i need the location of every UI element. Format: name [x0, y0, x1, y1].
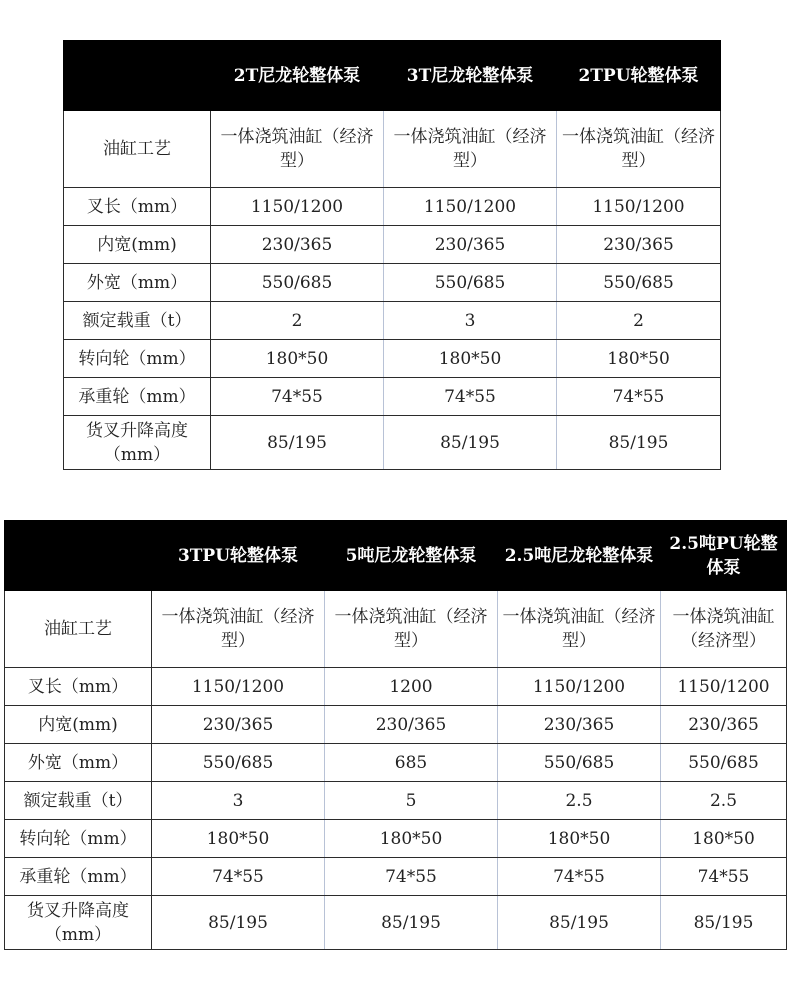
table-cell: 685	[325, 744, 498, 782]
row-label: 内宽(mm)	[5, 706, 152, 744]
table-cell: 2	[211, 302, 384, 340]
table-row	[5, 591, 787, 668]
table-cell: 85/195	[384, 416, 557, 470]
header-row	[64, 41, 721, 111]
row-label: 货叉升降高度（mm）	[5, 896, 152, 950]
table-cell: 一体浇筑油缸（经济型）	[325, 591, 498, 668]
table-row	[64, 416, 721, 470]
table-cell: 5	[325, 782, 498, 820]
row-label: 外宽（mm）	[5, 744, 152, 782]
table-row	[64, 302, 721, 340]
table-cell: 230/365	[211, 226, 384, 264]
header-cell: 2T尼龙轮整体泵	[211, 41, 384, 111]
table-cell: 74*55	[498, 858, 661, 896]
table-row	[5, 858, 787, 896]
table-cell: 1200	[325, 668, 498, 706]
row-label: 额定载重（t）	[5, 782, 152, 820]
table-row	[64, 378, 721, 416]
table-cell: 74*55	[152, 858, 325, 896]
table-cell: 1150/1200	[152, 668, 325, 706]
header-row	[5, 521, 787, 591]
row-label: 外宽（mm）	[64, 264, 211, 302]
table-cell: 85/195	[325, 896, 498, 950]
table-cell: 85/195	[152, 896, 325, 950]
table-cell: 一体浇筑油缸（经济型）	[557, 111, 721, 188]
header-cell	[64, 41, 211, 111]
table-cell: 230/365	[661, 706, 787, 744]
table-cell: 2.5	[498, 782, 661, 820]
table-cell: 180*50	[498, 820, 661, 858]
table-cell: 一体浇筑油缸（经济型）	[384, 111, 557, 188]
header-cell: 2.5吨尼龙轮整体泵	[498, 521, 661, 591]
table-cell: 1150/1200	[498, 668, 661, 706]
table-cell: 550/685	[384, 264, 557, 302]
table-cell: 230/365	[384, 226, 557, 264]
header-cell	[5, 521, 152, 591]
spec-table-2	[4, 520, 787, 950]
table-cell: 85/195	[661, 896, 787, 950]
table-row	[5, 668, 787, 706]
row-label: 转向轮（mm）	[64, 340, 211, 378]
table-cell: 85/195	[211, 416, 384, 470]
table-cell: 3	[384, 302, 557, 340]
table-cell: 74*55	[325, 858, 498, 896]
table-cell: 2	[557, 302, 721, 340]
table-row	[5, 820, 787, 858]
header-cell: 2TPU轮整体泵	[557, 41, 721, 111]
table-cell: 74*55	[557, 378, 721, 416]
table-row	[5, 744, 787, 782]
table-row	[64, 264, 721, 302]
table-cell: 一体浇筑油缸（经济型）	[211, 111, 384, 188]
row-label: 承重轮（mm）	[5, 858, 152, 896]
table-cell: 550/685	[557, 264, 721, 302]
header-cell: 3T尼龙轮整体泵	[384, 41, 557, 111]
table-cell: 180*50	[152, 820, 325, 858]
table-cell: 230/365	[152, 706, 325, 744]
table-cell: 180*50	[325, 820, 498, 858]
table-cell: 85/195	[498, 896, 661, 950]
table-cell: 一体浇筑油缸（经济型）	[661, 591, 787, 668]
table-cell: 3	[152, 782, 325, 820]
table-row	[64, 340, 721, 378]
table-cell: 74*55	[661, 858, 787, 896]
table-cell: 180*50	[211, 340, 384, 378]
table-cell: 一体浇筑油缸（经济型）	[498, 591, 661, 668]
row-label: 叉长（mm）	[64, 188, 211, 226]
table-cell: 550/685	[211, 264, 384, 302]
table-cell: 74*55	[211, 378, 384, 416]
table-row	[64, 111, 721, 188]
row-label: 内宽(mm)	[64, 226, 211, 264]
header-cell: 2.5吨PU轮整体泵	[661, 521, 787, 591]
table-cell: 230/365	[325, 706, 498, 744]
table-cell: 1150/1200	[661, 668, 787, 706]
row-label: 额定载重（t）	[64, 302, 211, 340]
row-label: 油缸工艺	[5, 591, 152, 668]
table-cell: 180*50	[661, 820, 787, 858]
spec-table-1	[63, 40, 721, 470]
table-row	[64, 226, 721, 264]
table-row	[5, 706, 787, 744]
table-cell: 550/685	[498, 744, 661, 782]
row-label: 货叉升降高度（mm）	[64, 416, 211, 470]
table-cell: 1150/1200	[211, 188, 384, 226]
table-cell: 1150/1200	[557, 188, 721, 226]
table-cell: 550/685	[661, 744, 787, 782]
table-cell: 2.5	[661, 782, 787, 820]
header-cell: 5吨尼龙轮整体泵	[325, 521, 498, 591]
table-cell: 74*55	[384, 378, 557, 416]
table-cell: 180*50	[384, 340, 557, 378]
table-cell: 230/365	[557, 226, 721, 264]
header-cell: 3TPU轮整体泵	[152, 521, 325, 591]
row-label: 承重轮（mm）	[64, 378, 211, 416]
table-cell: 一体浇筑油缸（经济型）	[152, 591, 325, 668]
table-cell: 180*50	[557, 340, 721, 378]
table-cell: 85/195	[557, 416, 721, 470]
table-row	[64, 188, 721, 226]
row-label: 转向轮（mm）	[5, 820, 152, 858]
row-label: 油缸工艺	[64, 111, 211, 188]
row-label: 叉长（mm）	[5, 668, 152, 706]
table-cell: 1150/1200	[384, 188, 557, 226]
table-cell: 230/365	[498, 706, 661, 744]
table-row	[5, 782, 787, 820]
table-row	[5, 896, 787, 950]
table-cell: 550/685	[152, 744, 325, 782]
